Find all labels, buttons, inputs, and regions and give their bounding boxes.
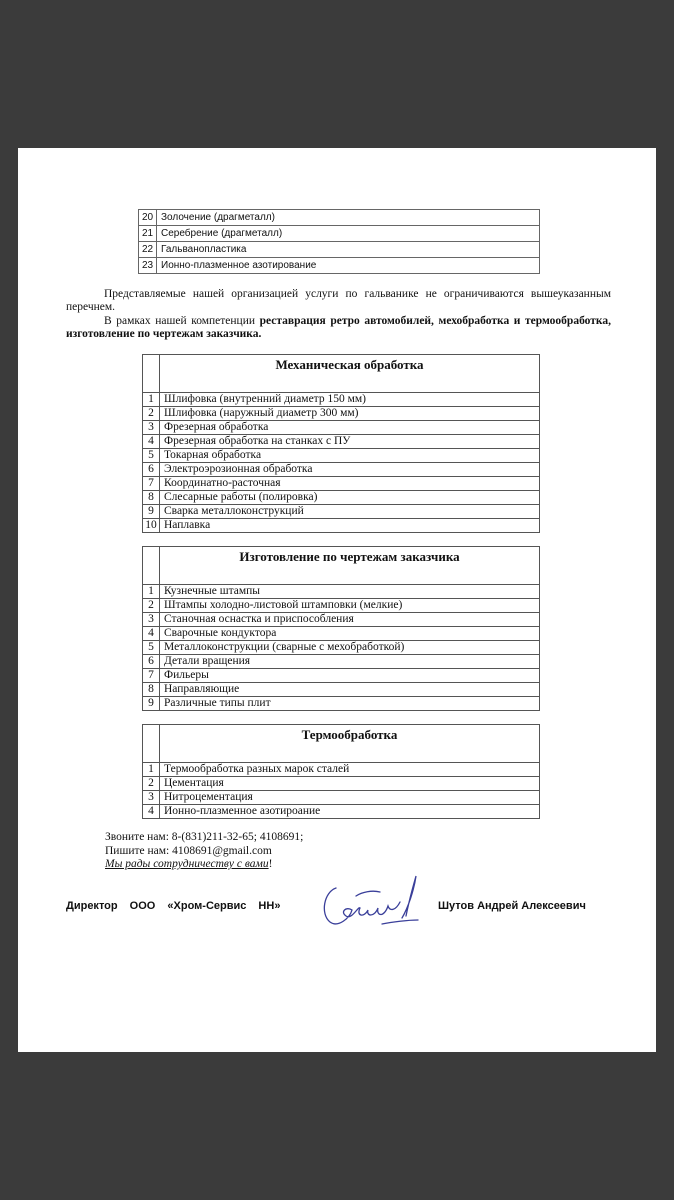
table-row bbox=[143, 585, 540, 599]
table-row bbox=[139, 210, 540, 226]
director-name: Шутов Андрей Алексеевич bbox=[438, 900, 586, 912]
table-row bbox=[143, 435, 540, 449]
table-row bbox=[143, 393, 540, 407]
row-text: Шлифовка (внутренний диаметр 150 мм) bbox=[160, 393, 540, 407]
row-text: Ионно-плазменное азотирование bbox=[157, 258, 540, 274]
row-text: Металлоконструкции (сварные с мехобработкой) bbox=[160, 641, 540, 655]
section-title: Изготовление по чертежам заказчика bbox=[160, 547, 540, 585]
row-number: 3 bbox=[143, 421, 160, 435]
row-text: Сварка металлоконструкций bbox=[160, 505, 540, 519]
header-empty-cell bbox=[143, 547, 160, 585]
row-number: 3 bbox=[143, 791, 160, 805]
row-number: 7 bbox=[143, 477, 160, 491]
table-row bbox=[143, 421, 540, 435]
row-number: 6 bbox=[143, 655, 160, 669]
row-text: Серебрение (драгметалл) bbox=[157, 226, 540, 242]
row-number: 10 bbox=[143, 519, 160, 533]
row-number: 9 bbox=[143, 697, 160, 711]
table-row bbox=[143, 505, 540, 519]
row-number: 4 bbox=[143, 627, 160, 641]
section-title: Механическая обработка bbox=[160, 355, 540, 393]
row-number: 20 bbox=[139, 210, 157, 226]
row-number: 1 bbox=[143, 585, 160, 599]
director-title: Директор ООО «Хром-Сервис НН» bbox=[66, 900, 281, 912]
contact-phone: Звоните нам: 8-(831)211-32-65; 4108691; bbox=[105, 831, 304, 843]
row-text: Электроэрозионная обработка bbox=[160, 463, 540, 477]
row-text: Координатно-расточная bbox=[160, 477, 540, 491]
table-row bbox=[143, 669, 540, 683]
header-empty-cell bbox=[143, 725, 160, 763]
row-text: Кузнечные штампы bbox=[160, 585, 540, 599]
row-text: Станочная оснастка и приспособления bbox=[160, 613, 540, 627]
paragraph-competence-prefix: В рамках нашей компетенции bbox=[104, 315, 260, 327]
row-text: Цементация bbox=[160, 777, 540, 791]
contact-slogan: Мы рады сотрудничеству с вами bbox=[105, 858, 269, 870]
table-row bbox=[143, 407, 540, 421]
row-text: Золочение (драгметалл) bbox=[157, 210, 540, 226]
document-page bbox=[18, 148, 656, 1052]
row-text: Слесарные работы (полировка) bbox=[160, 491, 540, 505]
table-row bbox=[143, 599, 540, 613]
table-row bbox=[143, 627, 540, 641]
row-number: 1 bbox=[143, 393, 160, 407]
section-table-mechanical bbox=[142, 354, 540, 533]
table-row bbox=[143, 463, 540, 477]
contact-slogan-end: ! bbox=[268, 858, 273, 870]
row-text: Нитроцементация bbox=[160, 791, 540, 805]
table-row bbox=[139, 242, 540, 258]
row-number: 3 bbox=[143, 613, 160, 627]
table-row bbox=[139, 226, 540, 242]
row-text: Различные типы плит bbox=[160, 697, 540, 711]
table-row bbox=[143, 805, 540, 819]
row-number: 4 bbox=[143, 805, 160, 819]
section-table-heat-treatment bbox=[142, 724, 540, 819]
row-text: Фрезерная обработка на станках с ПУ bbox=[160, 435, 540, 449]
row-text: Штампы холодно-листовой штамповки (мелкие) bbox=[160, 599, 540, 613]
table-row bbox=[143, 477, 540, 491]
table-row bbox=[143, 763, 540, 777]
section-header-row bbox=[143, 355, 540, 393]
row-text: Фрезерная обработка bbox=[160, 421, 540, 435]
row-text: Наплавка bbox=[160, 519, 540, 533]
galvanic-services-table bbox=[138, 209, 540, 274]
contact-email: Пишите нам: 4108691@gmail.com bbox=[105, 844, 272, 857]
table-row bbox=[143, 655, 540, 669]
table-row bbox=[139, 258, 540, 274]
row-text: Токарная обработка bbox=[160, 449, 540, 463]
row-number: 7 bbox=[143, 669, 160, 683]
section-title: Термообработка bbox=[160, 725, 540, 763]
table-row bbox=[143, 697, 540, 711]
row-number: 21 bbox=[139, 226, 157, 242]
row-number: 2 bbox=[143, 599, 160, 613]
table-row bbox=[143, 791, 540, 805]
table-row bbox=[143, 641, 540, 655]
row-number: 9 bbox=[143, 505, 160, 519]
row-text: Ионно-плазменное азотироание bbox=[160, 805, 540, 819]
row-number: 23 bbox=[139, 258, 157, 274]
contact-block bbox=[105, 831, 303, 872]
table-row bbox=[143, 491, 540, 505]
row-text: Термообработка разных марок сталей bbox=[160, 763, 540, 777]
contact-slogan-line bbox=[105, 858, 303, 872]
row-number: 4 bbox=[143, 435, 160, 449]
table-row bbox=[143, 519, 540, 533]
row-number: 2 bbox=[143, 407, 160, 421]
table-row bbox=[143, 683, 540, 697]
row-text: Сварочные кондуктора bbox=[160, 627, 540, 641]
paragraph-competence-bold: реставрация ретро автомобилей, мехобработка и термообработка, изготовление по чертежам заказчика. bbox=[66, 315, 611, 340]
row-text: Направляющие bbox=[160, 683, 540, 697]
paragraph-competence bbox=[66, 315, 611, 341]
row-text: Детали вращения bbox=[160, 655, 540, 669]
row-text: Гальванопластика bbox=[157, 242, 540, 258]
paragraph-services-note: Представляемые нашей организацией услуги по гальванике не ограничиваются вышеуказанным перечнем. bbox=[66, 288, 611, 313]
row-number: 5 bbox=[143, 449, 160, 463]
table-row bbox=[143, 777, 540, 791]
table-row bbox=[143, 613, 540, 627]
table-row bbox=[143, 449, 540, 463]
row-number: 8 bbox=[143, 491, 160, 505]
row-text: Фильеры bbox=[160, 669, 540, 683]
header-empty-cell bbox=[143, 355, 160, 393]
row-number: 6 bbox=[143, 463, 160, 477]
row-number: 8 bbox=[143, 683, 160, 697]
row-number: 5 bbox=[143, 641, 160, 655]
section-header-row bbox=[143, 547, 540, 585]
row-text: Шлифовка (наружный диаметр 300 мм) bbox=[160, 407, 540, 421]
section-table-custom-drawings bbox=[142, 546, 540, 711]
row-number: 2 bbox=[143, 777, 160, 791]
row-number: 1 bbox=[143, 763, 160, 777]
section-header-row bbox=[143, 725, 540, 763]
handwritten-signature bbox=[316, 866, 426, 938]
row-number: 22 bbox=[139, 242, 157, 258]
